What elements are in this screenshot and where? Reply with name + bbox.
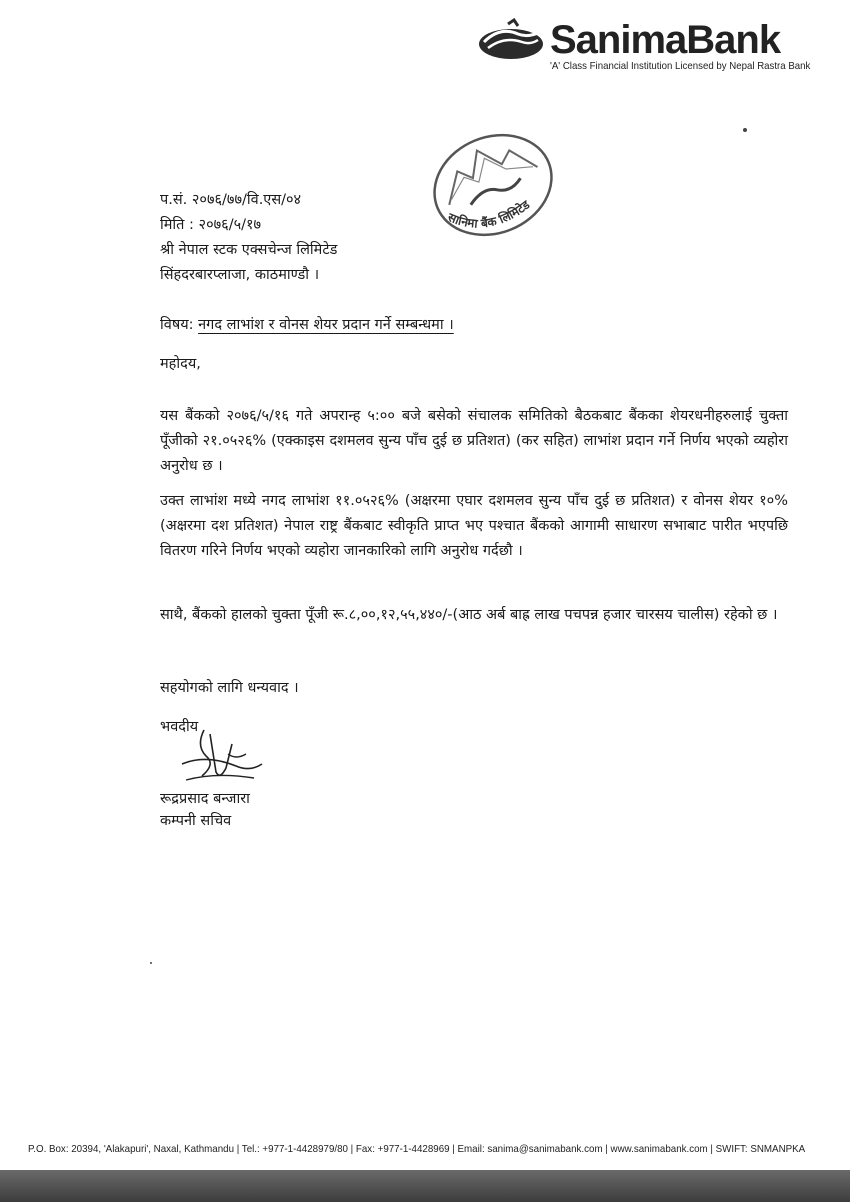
subject-text: नगद लाभांश र वोनस शेयर प्रदान गर्ने सम्बन्धमा । xyxy=(198,317,454,333)
valediction: भवदीय xyxy=(160,719,199,735)
signer-name: रूद्रप्रसाद बन्जारा xyxy=(160,791,250,807)
thanks-line: सहयोगको लागि धन्यवाद । xyxy=(160,680,299,696)
scan-speck xyxy=(150,962,152,964)
bank-logo xyxy=(478,16,818,74)
footer-bar xyxy=(0,1170,850,1202)
letter-date: मिति : २०७६/५/१७ xyxy=(160,217,262,233)
subject-line xyxy=(160,314,454,334)
salutation: महोदय, xyxy=(160,356,201,372)
reference-block xyxy=(160,188,580,288)
reference-number: प.सं. २०७६/७७/वि.एस/०४ xyxy=(160,192,302,208)
bank-tagline: 'A' Class Financial Institution Licensed by Nepal Rastra Bank xyxy=(550,60,811,72)
handwritten-signature xyxy=(176,724,266,788)
signer-title: कम्पनी सचिव xyxy=(160,813,232,829)
sanima-logo-icon xyxy=(478,18,544,60)
scan-speck xyxy=(743,128,747,132)
body-paragraph-1: यस बैंकको २०७६/५/१६ गते अपरान्ह ५:०० बजे बसेको संचालक समितिको बैठकबाट बैंकका शेयरधनीहरुलाई चुक्ता पूँजीको २१.०५२६% (एक्काइस दशमलव सुन्य पाँच दुई छ प्रतिशत) (कर सहित) लाभांश प्रदान गर्ने निर्णय भएको व्यहोरा अनुरोध छ । xyxy=(160,408,788,474)
body-paragraph-3: साथै, बैंकको हालको चुक्ता पूँजी रू.८,००,१२,५५,४४०/-(आठ अर्ब बाह्र लाख पचपन्न हजार चारसय चालीस) रहेको छ । xyxy=(160,607,778,623)
stamp-text: सानिमा बैंक लिमिटेड xyxy=(445,197,533,231)
footer-contact-line: P.O. Box: 20394, 'Alakapuri', Naxal, Kathmandu | Tel.: +977-1-4428979/80 | Fax: +977-1-4428969 | Email: sanima@sanimabank.com | www.sanimabank.com | SWIFT: SNMANPKA xyxy=(28,1143,806,1155)
body-paragraph-2: उक्त लाभांश मध्ये नगद लाभांश ११.०५२६% (अक्षरमा एघार दशमलव सुन्य पाँच दुई छ प्रतिशत) र वोनस शेयर १०% (अक्षरमा दश प्रतिशत) नेपाल राष्ट्र बैंकबाट स्वीकृति प्राप्त भए पश्चात बैंकको आगामी साधारण सभाबाट पारीत भएपछि वितरण गरिने निर्णय भएको व्यहोरा जानकारिको लागि अनुरोध गर्दछौ । xyxy=(160,493,788,559)
recipient-name: श्री नेपाल स्टक एक्सचेन्ज लिमिटेड xyxy=(160,242,338,258)
bank-name: SanimaBank xyxy=(550,18,781,62)
recipient-address: सिंहदरबारप्लाजा, काठमाण्डौ । xyxy=(160,267,320,283)
subject-label: विषय: xyxy=(160,317,194,333)
